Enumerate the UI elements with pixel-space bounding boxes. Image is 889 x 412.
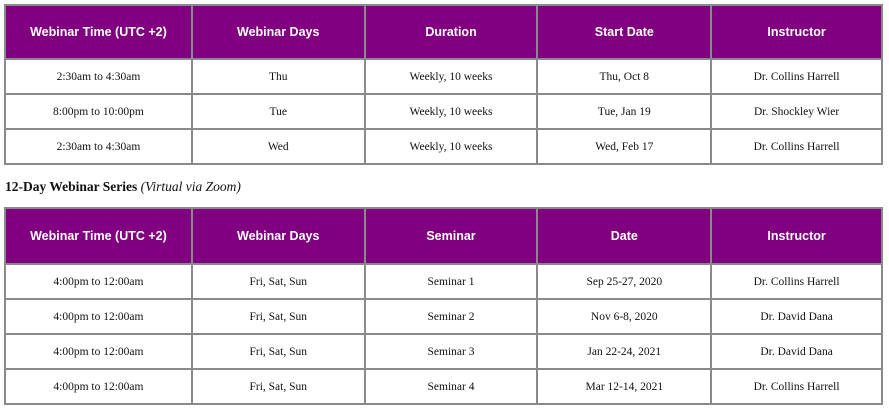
column-header-date: Date [537, 208, 711, 264]
weekly-webinar-table [4, 4, 883, 165]
cell-webinar-time: 4:00pm to 12:00am [5, 369, 192, 404]
cell-date: Jan 22-24, 2021 [537, 334, 711, 369]
column-header-start-date: Start Date [537, 5, 711, 59]
table-row [5, 264, 882, 299]
table-row [5, 94, 882, 129]
cell-date: Sep 25-27, 2020 [537, 264, 711, 299]
column-header-webinar-time: Webinar Time (UTC +2) [5, 208, 192, 264]
cell-webinar-days: Tue [192, 94, 365, 129]
table-row [5, 129, 882, 164]
cell-webinar-days: Wed [192, 129, 365, 164]
cell-seminar: Seminar 3 [365, 334, 538, 369]
cell-webinar-time: 4:00pm to 12:00am [5, 334, 192, 369]
table-row [5, 59, 882, 94]
column-header-webinar-days: Webinar Days [192, 5, 365, 59]
table-header-row [5, 208, 882, 264]
cell-duration: Weekly, 10 weeks [365, 59, 538, 94]
cell-instructor: Dr. Collins Harrell [711, 129, 882, 164]
section-heading-12-day-series [5, 179, 241, 195]
cell-date: Mar 12-14, 2021 [537, 369, 711, 404]
seminar-series-table [4, 207, 883, 405]
column-header-duration: Duration [365, 5, 538, 59]
cell-webinar-days: Fri, Sat, Sun [192, 299, 365, 334]
cell-start-date: Tue, Jan 19 [537, 94, 711, 129]
cell-instructor: Dr. David Dana [711, 334, 882, 369]
table-row [5, 334, 882, 369]
cell-webinar-time: 2:30am to 4:30am [5, 129, 192, 164]
cell-start-date: Thu, Oct 8 [537, 59, 711, 94]
cell-instructor: Dr. Collins Harrell [711, 264, 882, 299]
cell-webinar-time: 4:00pm to 12:00am [5, 264, 192, 299]
cell-webinar-time: 2:30am to 4:30am [5, 59, 192, 94]
cell-seminar: Seminar 4 [365, 369, 538, 404]
cell-date: Nov 6-8, 2020 [537, 299, 711, 334]
cell-webinar-days: Fri, Sat, Sun [192, 334, 365, 369]
cell-start-date: Wed, Feb 17 [537, 129, 711, 164]
section-note: (Virtual via Zoom) [140, 179, 241, 194]
cell-instructor: Dr. Collins Harrell [711, 59, 882, 94]
column-header-webinar-days: Webinar Days [192, 208, 365, 264]
cell-instructor: Dr. Shockley Wier [711, 94, 882, 129]
cell-webinar-days: Fri, Sat, Sun [192, 264, 365, 299]
cell-seminar: Seminar 2 [365, 299, 538, 334]
table-row [5, 299, 882, 334]
table-row [5, 369, 882, 404]
cell-webinar-days: Thu [192, 59, 365, 94]
cell-webinar-days: Fri, Sat, Sun [192, 369, 365, 404]
column-header-instructor: Instructor [711, 208, 882, 264]
cell-duration: Weekly, 10 weeks [365, 94, 538, 129]
column-header-webinar-time: Webinar Time (UTC +2) [5, 5, 192, 59]
cell-instructor: Dr. Collins Harrell [711, 369, 882, 404]
cell-webinar-time: 8:00pm to 10:00pm [5, 94, 192, 129]
cell-webinar-time: 4:00pm to 12:00am [5, 299, 192, 334]
cell-seminar: Seminar 1 [365, 264, 538, 299]
cell-duration: Weekly, 10 weeks [365, 129, 538, 164]
column-header-seminar: Seminar [365, 208, 538, 264]
column-header-instructor: Instructor [711, 5, 882, 59]
section-title: 12-Day Webinar Series [5, 179, 138, 194]
table-header-row [5, 5, 882, 59]
cell-instructor: Dr. David Dana [711, 299, 882, 334]
